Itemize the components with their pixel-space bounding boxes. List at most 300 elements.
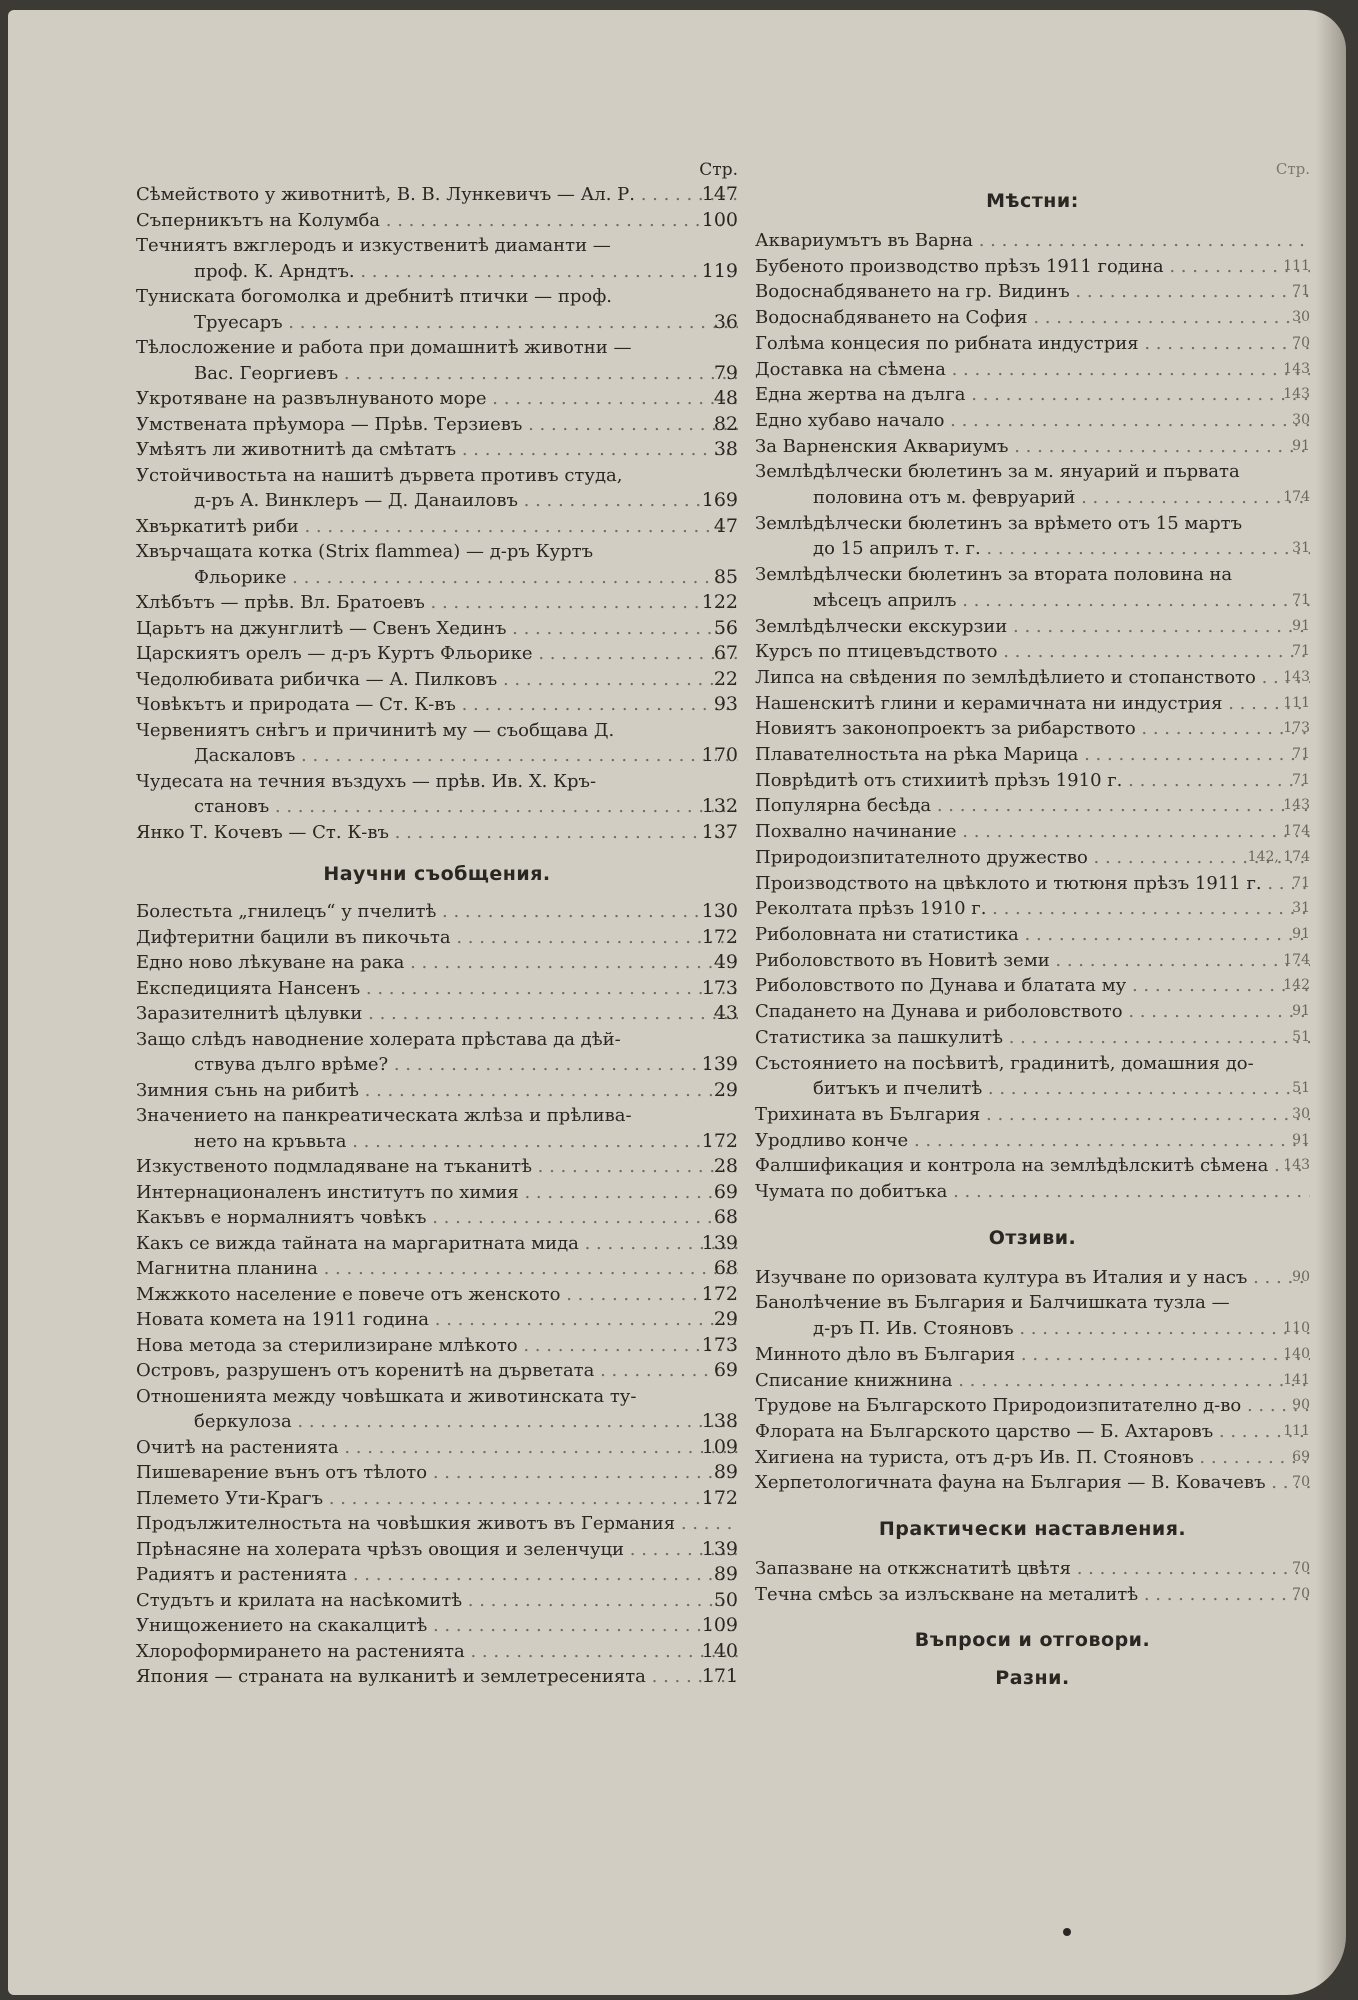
entry-title: Какъвъ е нормалниятъ човѣкъ . . . xyxy=(136,1205,738,1231)
entry-title: Значението на панкреатическата жлѣза и прѣлива- xyxy=(136,1105,632,1126)
entry-title: Трихината въ България . . . xyxy=(755,1102,1310,1128)
index-entry xyxy=(136,1256,738,1282)
entry-title: Дифтеритни бацили въ пикочьта . . . xyxy=(136,925,738,951)
entry-title: Човѣкътъ и природата — Ст. К-въ . . . xyxy=(136,692,738,718)
index-entry xyxy=(755,691,1310,717)
entry-page-number: 69 xyxy=(713,1180,738,1203)
entry-title-continuation: битъкъ и пчелитѣ . . . xyxy=(755,1076,1310,1102)
entry-title: Риболовната ни статистика . . . xyxy=(755,922,1310,948)
index-entry xyxy=(755,819,1310,845)
entry-title: Водоснабдяването на София . . . xyxy=(755,305,1310,331)
index-entry xyxy=(136,925,738,951)
section-title-practical: Практически наставления. xyxy=(878,1518,1187,1541)
entry-page-number: 111 xyxy=(1283,257,1310,274)
entry-title: Минното дѣло въ България . . . xyxy=(755,1342,1310,1368)
entry-page-number: 71 xyxy=(1292,874,1310,891)
index-entry xyxy=(136,1103,738,1154)
index-entry xyxy=(136,386,738,412)
section-title-reviews: Отзиви. xyxy=(988,1226,1077,1249)
index-entry xyxy=(136,1562,738,1588)
entry-title: Природоизпитателното дружество . . . xyxy=(755,845,1310,871)
entry-title: Популярна бесѣда . . . xyxy=(755,793,1310,819)
entry-title: Интернационаленъ институтъ по химия . . . xyxy=(136,1180,738,1206)
index-entry xyxy=(755,331,1310,357)
entry-title: Чудесата на течния въздухъ — прѣв. Ив. Х. Кръ- xyxy=(136,770,597,792)
entry-page-number: 170 xyxy=(701,744,738,766)
entry-page-number: 142 xyxy=(1283,977,1310,994)
entry-page-number: 137 xyxy=(701,820,738,843)
entry-title: Бубеното производство прѣзъ 1911 година . . . xyxy=(755,254,1310,280)
entry-title: Радиятъ и растенията . . . xyxy=(136,1562,738,1588)
index-entry xyxy=(136,1001,738,1027)
entry-title: Умствената прѣумора — Прѣв. Терзиевъ . . . xyxy=(136,412,738,438)
index-entry xyxy=(136,950,738,976)
index-entry xyxy=(136,1460,738,1486)
entry-page-number: 139 xyxy=(701,1231,738,1254)
entry-page-number: 89 xyxy=(713,1461,738,1483)
index-entry xyxy=(755,614,1310,640)
index-entry xyxy=(136,208,738,234)
entry-title: За Варненския Аквариумъ . . . xyxy=(755,434,1310,460)
entry-title: Банолѣчение въ България и Балчишката тузла — xyxy=(755,1292,1230,1314)
index-entry xyxy=(755,511,1310,562)
entry-title: Течна смѣсь за излъскване на металитѣ . . . xyxy=(755,1582,1310,1608)
index-list-reviews xyxy=(755,1265,1310,1496)
entry-page-number: 109 xyxy=(701,1614,738,1636)
index-entry xyxy=(136,718,738,769)
entry-title: Плавателностьта на рѣка Марица . . . xyxy=(755,742,1310,768)
entry-title: Новата комета на 1911 година . . . xyxy=(136,1307,738,1333)
index-entry xyxy=(755,1051,1310,1102)
entry-title: Едно хубаво начало . . . xyxy=(755,408,1310,434)
entry-title: Магнитна планина . . . xyxy=(136,1256,738,1282)
index-entry xyxy=(136,820,738,846)
entry-title: Нова метода за стерилизиране млѣкото . . . xyxy=(136,1333,738,1359)
entry-page-number: 51 xyxy=(1292,1028,1310,1045)
index-entry xyxy=(755,948,1310,974)
entry-page-number: 147 xyxy=(701,183,738,205)
index-entry xyxy=(136,976,738,1002)
index-entry xyxy=(136,1231,738,1257)
index-entry xyxy=(755,1445,1310,1471)
index-entry xyxy=(136,1154,738,1180)
entry-title-continuation: половина отъ м. февруарий . . . xyxy=(755,485,1310,511)
entry-page-number: 71 xyxy=(1292,591,1310,608)
left-column xyxy=(136,160,738,1690)
entry-title: Трудове на Българското Природоизпитателно д-во . . . xyxy=(755,1393,1310,1419)
entry-title: Изучване по оризовата култура въ Италия и у насъ . . . xyxy=(755,1265,1310,1291)
entry-page-number: 31 xyxy=(1292,540,1310,557)
entry-page-number: 36 xyxy=(713,310,738,333)
entry-page-number: 172 xyxy=(701,1129,738,1152)
index-entry xyxy=(755,1128,1310,1154)
index-entry xyxy=(755,1102,1310,1128)
index-entry xyxy=(136,233,738,284)
section-title-scientific-news: Научни съобщения. xyxy=(323,863,551,885)
entry-page-number: 171 xyxy=(701,1665,738,1687)
entry-page-number: 142, 174 xyxy=(1247,848,1310,865)
entry-page-number: 79 xyxy=(713,361,738,384)
entry-page-number: 29 xyxy=(713,1078,738,1101)
entry-title-continuation: проф. К. Арндтъ. . . . xyxy=(136,259,738,285)
index-entry xyxy=(136,514,738,540)
index-entry xyxy=(755,1368,1310,1394)
entry-title: Хвъркатитѣ риби . . . xyxy=(136,514,738,540)
entry-title: Янко Т. Кочевъ — Ст. К-въ . . . xyxy=(136,820,738,846)
entry-page-number: 30 xyxy=(1292,309,1310,326)
entry-page-number: 119 xyxy=(701,259,738,282)
entry-title-continuation: Труесаръ . . . xyxy=(136,310,738,336)
entry-title: Водоснабдяването на гр. Видинъ . . . xyxy=(755,279,1310,305)
index-entry xyxy=(755,716,1310,742)
entry-page-number: 174 xyxy=(1283,489,1310,506)
index-entry xyxy=(136,1358,738,1384)
entry-page-number: 68 xyxy=(713,1206,738,1228)
entry-title: Заразителнитѣ цѣлувки . . . xyxy=(136,1001,738,1027)
index-entry xyxy=(755,768,1310,794)
entry-page-number: 48 xyxy=(713,387,738,409)
entry-title-continuation: Даскаловъ . . . xyxy=(136,743,738,769)
entry-title: Землѣдѣлчески бюлетинъ за врѣмето отъ 15 мартъ xyxy=(755,512,1243,534)
entry-page-number: 56 xyxy=(713,616,738,639)
entry-page-number: 111 xyxy=(1283,1422,1310,1439)
entry-title: Нашенскитѣ глини и керамичната ни индустрия . . . xyxy=(755,691,1310,717)
entry-title: Аквариумътъ въ Варна . . . xyxy=(755,228,1310,254)
entry-page-number: 91 xyxy=(1292,437,1310,454)
entry-page-number: 43 xyxy=(713,1002,738,1024)
entry-title: Доставка на сѣмена . . . xyxy=(755,357,1310,383)
entry-title: Съперникътъ на Колумба . . . xyxy=(136,208,738,234)
entry-page-number: 172 xyxy=(701,1486,738,1509)
entry-title: Землѣдѣлчески бюлетинъ за втората половина на xyxy=(755,564,1233,586)
index-entry xyxy=(755,279,1310,305)
entry-title-continuation: д-ръ П. Ив. Стояновъ . . . xyxy=(755,1316,1310,1342)
entry-title: Риболовството въ Новитѣ земи . . . xyxy=(755,948,1310,974)
entry-page-number: 139 xyxy=(701,1053,738,1075)
entry-title: Фалшификация и контрола на землѣдѣлскитѣ сѣмена . . . xyxy=(755,1153,1310,1179)
index-entry xyxy=(136,284,738,335)
entry-page-number: 70 xyxy=(1292,1474,1310,1491)
index-entry xyxy=(136,641,738,667)
index-entry xyxy=(755,742,1310,768)
entry-title: Унищожението на скакалцитѣ . . . xyxy=(136,1613,738,1639)
entry-page-number: 89 xyxy=(713,1563,738,1585)
entry-title-continuation: мѣсецъ априлъ . . . xyxy=(755,588,1310,614)
index-list-biographies xyxy=(136,182,738,845)
entry-page-number: 122 xyxy=(701,591,738,613)
entry-page-number: 67 xyxy=(713,642,738,664)
index-entry xyxy=(136,335,738,386)
index-entry xyxy=(755,459,1310,510)
entry-title-continuation: нето на кръвьта . . . xyxy=(136,1129,738,1155)
entry-title: Хлороформирането на растенията . . . xyxy=(136,1639,738,1665)
index-entry xyxy=(136,437,738,463)
entry-title-continuation: беркулоза . . . xyxy=(136,1409,738,1435)
index-entry xyxy=(755,1393,1310,1419)
entry-page-number: 173 xyxy=(1283,720,1310,737)
index-entry xyxy=(755,896,1310,922)
entry-page-number: 174 xyxy=(1283,951,1310,968)
entry-page-number: 143 xyxy=(1283,1157,1310,1174)
entry-title: Царьтъ на джунглитѣ — Свенъ Хединъ . . . xyxy=(136,616,738,642)
entry-title: Островъ, разрушенъ отъ коренитѣ на дърветата . . . xyxy=(136,1358,738,1384)
entry-page-number: 50 xyxy=(713,1588,738,1611)
entry-page-number: 82 xyxy=(713,412,738,435)
entry-page-number: 174 xyxy=(1283,823,1310,840)
entry-page-number: 90 xyxy=(1292,1268,1310,1285)
index-entry xyxy=(755,1153,1310,1179)
entry-page-number: 85 xyxy=(713,565,738,588)
index-entry xyxy=(755,639,1310,665)
entry-title: Една жертва на дълга . . . xyxy=(755,382,1310,408)
section-title-misc: Разни. xyxy=(995,1667,1070,1690)
entry-page-number: 29 xyxy=(713,1308,738,1330)
index-entry xyxy=(755,665,1310,691)
index-entry xyxy=(755,922,1310,948)
entry-page-number: 111 xyxy=(1283,694,1310,711)
index-entry xyxy=(755,305,1310,331)
entry-title-continuation: становъ . . . xyxy=(136,794,738,820)
entry-title-continuation: Фльорике . . . xyxy=(136,565,738,591)
entry-page-number: 173 xyxy=(701,976,738,999)
entry-title: Отношенията между човѣшката и животинската ту- xyxy=(136,1385,637,1407)
index-entry xyxy=(136,769,738,820)
entry-title: Туниската богомолка и дребнитѣ птички — проф. xyxy=(136,286,613,307)
entry-title: Болестьта „гнилецъ“ у пчелитѣ . . . xyxy=(136,899,738,925)
entry-title: Червениятъ снѣгъ и причинитѣ му — съобщава Д. xyxy=(136,719,615,741)
entry-page-number: 141 xyxy=(1283,1371,1310,1388)
entry-title: Едно ново лѣкуване на рака . . . xyxy=(136,950,738,976)
entry-title: Какъ се вижда тайната на маргаритната мида . . . xyxy=(136,1231,738,1257)
index-entry xyxy=(755,1342,1310,1368)
entry-title: Тѣлосложение и работа при домашнитѣ животни — xyxy=(136,337,632,358)
entry-page-number: 69 xyxy=(713,1359,738,1381)
entry-page-number: 71 xyxy=(1292,746,1310,763)
book-page xyxy=(8,10,1346,1995)
entry-page-number: 130 xyxy=(701,900,738,922)
entry-page-number: 169 xyxy=(701,489,738,511)
index-entry xyxy=(755,999,1310,1025)
entry-title: Експедицията Нансенъ . . . xyxy=(136,976,738,1002)
entry-title: Голѣма концесия по рибната индустрия . . . xyxy=(755,331,1310,357)
entry-title: Статистика за пашкулитѣ . . . xyxy=(755,1025,1310,1051)
entry-title: Курсъ по птицевъдството . . . xyxy=(755,639,1310,665)
entry-page-number: 173 xyxy=(701,1333,738,1356)
entry-title: Течниятъ вжглеродъ и изкуственитѣ диаманти — xyxy=(136,235,611,256)
index-entry xyxy=(755,562,1310,613)
index-entry xyxy=(136,692,738,718)
index-entry xyxy=(755,408,1310,434)
entry-page-number: 143 xyxy=(1283,360,1310,377)
entry-page-number: 110 xyxy=(1283,1320,1310,1337)
entry-title-continuation: до 15 априлъ т. г. . . . xyxy=(755,536,1310,562)
entry-title: Устойчивостьта на нашитѣ дървета противъ студа, xyxy=(136,464,623,486)
entry-title: Чедолюбивата рибичка — А. Пилковъ . . . xyxy=(136,667,738,693)
entry-title: Укротяване на развълнуваното море . . . xyxy=(136,386,738,412)
index-entry xyxy=(755,254,1310,280)
entry-title: Мжжкото население е повече отъ женското . . . xyxy=(136,1282,738,1308)
entry-title: Царскиятъ орелъ — д-ръ Куртъ Фльорике . . . xyxy=(136,641,738,667)
entry-page-number: 70 xyxy=(1292,1585,1310,1602)
index-entry xyxy=(755,871,1310,897)
entry-title: Производството на цвѣклото и тютюня прѣзъ 1911 г. . . . xyxy=(755,871,1310,897)
section-title-questions: Въпроси и отговори. xyxy=(914,1629,1151,1652)
index-entry xyxy=(136,1027,738,1078)
entry-page-number: 71 xyxy=(1292,771,1310,788)
entry-page-number: 143 xyxy=(1283,797,1310,814)
entry-title: Уродливо конче . . . xyxy=(755,1128,1310,1154)
index-entry xyxy=(136,1078,738,1104)
right-column xyxy=(755,160,1310,1705)
entry-title-continuation: ствува дълго врѣме? . . . xyxy=(136,1052,738,1078)
index-entry xyxy=(755,382,1310,408)
entry-title-continuation: Вас. Георгиевъ . . . xyxy=(136,361,738,387)
entry-title: Реколтата прѣзъ 1910 г. . . . xyxy=(755,896,1310,922)
index-entry xyxy=(755,973,1310,999)
index-entry xyxy=(136,1664,738,1690)
entry-page-number: 91 xyxy=(1292,1131,1310,1148)
entry-page-number: 68 xyxy=(713,1257,738,1279)
entry-title: Запазване на откжснатитѣ цвѣтя . . . xyxy=(755,1556,1310,1582)
entry-title: Хлѣбътъ — прѣв. Вл. Братоевъ . . . xyxy=(136,590,738,616)
index-entry xyxy=(136,463,738,514)
entry-title: Поврѣдитѣ отъ стихиитѣ прѣзъ 1910 г. . . . xyxy=(755,768,1310,794)
index-entry xyxy=(755,228,1310,254)
entry-page-number: 31 xyxy=(1292,900,1310,917)
entry-page-number: 100 xyxy=(701,208,738,231)
entry-title: Пишеварение вънъ отъ тѣлото . . . xyxy=(136,1460,738,1486)
entry-page-number: 38 xyxy=(713,438,738,460)
index-entry xyxy=(755,1556,1310,1582)
index-entry xyxy=(136,1486,738,1512)
index-entry xyxy=(755,1265,1310,1291)
index-entry xyxy=(136,667,738,693)
entry-page-number: 70 xyxy=(1292,1560,1310,1577)
index-list-practical xyxy=(755,1556,1310,1607)
entry-page-number: 90 xyxy=(1292,1397,1310,1414)
entry-title: Продължителностьта на човѣшкия животъ въ Германия . . . xyxy=(136,1511,738,1537)
index-entry xyxy=(136,1205,738,1231)
entry-title: Изкуственото подмладяване на тъканитѣ . . . xyxy=(136,1154,738,1180)
entry-page-number: 109 xyxy=(701,1435,738,1458)
index-list-local xyxy=(755,228,1310,1205)
entry-page-number: 47 xyxy=(713,514,738,537)
entry-page-number: 91 xyxy=(1292,1003,1310,1020)
entry-page-number: 69 xyxy=(1292,1448,1310,1465)
entry-title: Племето Ути-Крагъ . . . xyxy=(136,1486,738,1512)
entry-page-number: 138 xyxy=(701,1410,738,1432)
page-column-header: Стр. xyxy=(699,160,738,180)
index-list-scientific-news xyxy=(136,899,738,1690)
page-column-header: Стр. xyxy=(1275,160,1310,178)
entry-title: Спадането на Дунава и риболовството . . . xyxy=(755,999,1310,1025)
entry-title: Новиятъ законопроектъ за рибарството . . . xyxy=(755,716,1310,742)
index-entry xyxy=(136,1511,738,1537)
index-entry xyxy=(136,1282,738,1308)
entry-page-number: 71 xyxy=(1292,283,1310,300)
index-entry xyxy=(755,845,1310,871)
entry-page-number: 28 xyxy=(713,1155,738,1177)
entry-page-number: 172 xyxy=(701,1282,738,1305)
index-entry xyxy=(755,1470,1310,1496)
entry-page-number: 22 xyxy=(713,667,738,690)
index-entry xyxy=(755,1290,1310,1341)
index-entry xyxy=(136,1180,738,1206)
entry-title: Защо слѣдъ наводнение холерата прѣстава да дѣй- xyxy=(136,1028,621,1050)
ink-spot xyxy=(1063,1928,1071,1936)
index-entry xyxy=(136,412,738,438)
entry-page-number: 71 xyxy=(1292,643,1310,660)
entry-page-number: 132 xyxy=(701,795,738,817)
index-entry xyxy=(136,1588,738,1614)
index-entry xyxy=(136,1333,738,1359)
entry-title: Похвално начинание . . . xyxy=(755,819,1310,845)
index-entry xyxy=(136,1613,738,1639)
entry-title: Чумата по добитъка . . . xyxy=(755,1179,1310,1205)
entry-title: Липса на свѣдения по землѣдѣлието и стопанството . . . xyxy=(755,665,1310,691)
entry-page-number: 30 xyxy=(1292,411,1310,428)
index-entry xyxy=(755,434,1310,460)
entry-title: Хвърчащата котка (Strix flammea) — д-ръ Куртъ xyxy=(136,541,594,562)
entry-title: Състоянието на посѣвитѣ, градинитѣ, домашния до- xyxy=(755,1052,1254,1074)
entry-title: Студътъ и крилата на насѣкомитѣ . . . xyxy=(136,1588,738,1614)
index-entry xyxy=(755,357,1310,383)
index-entry xyxy=(136,1307,738,1333)
entry-page-number: 139 xyxy=(701,1537,738,1560)
entry-page-number: 30 xyxy=(1292,1105,1310,1122)
entry-page-number: 140 xyxy=(1283,1345,1310,1362)
index-entry xyxy=(136,590,738,616)
index-entry xyxy=(755,793,1310,819)
entry-title: Списание книжнина . . . xyxy=(755,1368,1310,1394)
index-entry xyxy=(136,616,738,642)
entry-page-number: 91 xyxy=(1292,617,1310,634)
index-entry xyxy=(136,899,738,925)
entry-page-number: 49 xyxy=(713,951,738,973)
index-entry xyxy=(136,539,738,590)
index-entry xyxy=(136,1384,738,1435)
index-entry xyxy=(755,1025,1310,1051)
index-entry xyxy=(755,1582,1310,1608)
index-entry xyxy=(136,1537,738,1563)
entry-title: Умѣятъ ли животнитѣ да смѣтатъ . . . xyxy=(136,437,738,463)
entry-title: Хигиена на туриста, отъ д-ръ Ив. П. Стояновъ . . . xyxy=(755,1445,1310,1471)
entry-page-number: 172 xyxy=(701,925,738,948)
entry-title: Очитѣ на растенията . . . xyxy=(136,1435,738,1461)
entry-title: Землѣдѣлчески бюлетинъ за м. януарий и първата xyxy=(755,461,1240,483)
entry-title: Херпетологичната фауна на България — В. Ковачевъ . . . xyxy=(755,1470,1310,1496)
entry-page-number: 70 xyxy=(1292,334,1310,351)
index-entry xyxy=(755,1179,1310,1205)
index-entry xyxy=(755,1419,1310,1445)
entry-title: Сѣмейството у животнитѣ, В. В. Лункевичъ — Ал. Р. . . . xyxy=(136,182,738,208)
entry-page-number: 143 xyxy=(1283,386,1310,403)
index-entry xyxy=(136,1639,738,1665)
entry-page-number: 91 xyxy=(1292,925,1310,942)
entry-title: Зимния сънь на рибитѣ . . . xyxy=(136,1078,738,1104)
entry-title: Флората на Българското царство — Б. Ахтаровъ . . . xyxy=(755,1419,1310,1445)
entry-title: Риболовството по Дунава и блатата му . . . xyxy=(755,973,1310,999)
entry-page-number: 143 xyxy=(1283,668,1310,685)
entry-title: Япония — страната на вулканитѣ и землетресенията . . . xyxy=(136,1664,738,1690)
entry-page-number: 51 xyxy=(1292,1080,1310,1097)
entry-title: Землѣдѣлчески екскурзии . . . xyxy=(755,614,1310,640)
entry-title-continuation: д-ръ А. Винклеръ — Д. Данаиловъ . . . xyxy=(136,488,738,514)
entry-page-number: 140 xyxy=(701,1639,738,1662)
entry-page-number: 93 xyxy=(713,693,738,715)
index-entry xyxy=(136,1435,738,1461)
index-entry xyxy=(136,182,738,208)
